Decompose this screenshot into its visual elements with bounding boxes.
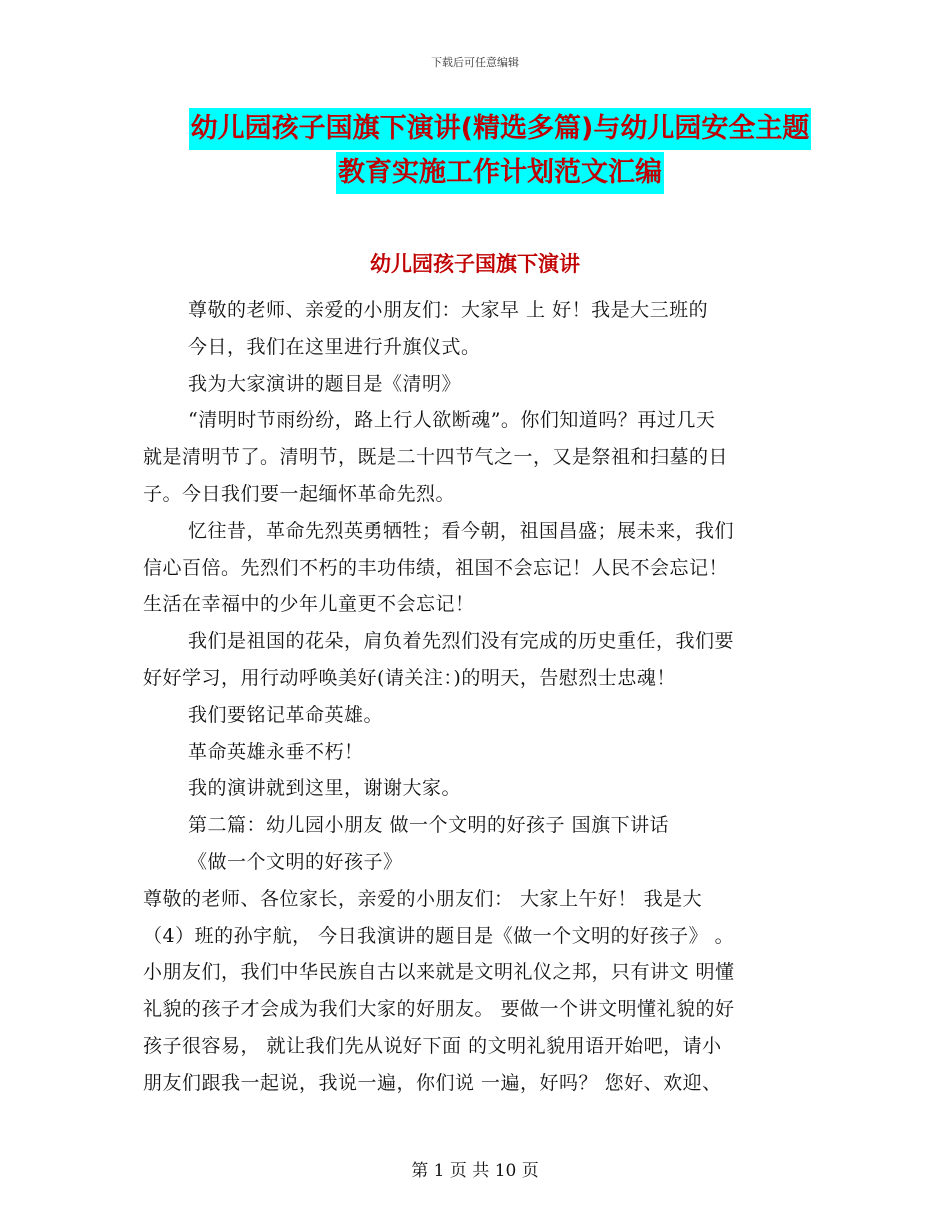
- paragraph-line: 尊敬的老师、亲爱的小朋友们：大家早 上 好！我是大三班的: [188, 299, 709, 321]
- paragraph-line: 第二篇：幼儿园小朋友 做一个文明的好孩子 国旗下讲话: [188, 814, 670, 837]
- paragraph-line: 信心百倍。先烈们不朽的丰功伟绩，祖国不会忘记！人民不会忘记！: [143, 556, 729, 579]
- section-title: 幼儿园孩子国旗下演讲: [370, 252, 580, 276]
- paragraph-line: 今日，我们在这里进行升旗仪式。: [188, 335, 481, 358]
- paragraph-line: 子。今日我们要一起缅怀革命先烈。: [143, 482, 456, 505]
- page-number-footer: 第 1 页 共 10 页: [411, 1161, 539, 1181]
- paragraph-line: 革命英雄永垂不朽！: [188, 740, 364, 763]
- paragraph-line: 《做一个文明的好孩子》: [188, 850, 403, 873]
- paragraph-line: 我为大家演讲的题目是《清明》: [188, 372, 462, 395]
- paragraph-line: 礼貌的孩子才会成为我们大家的好朋友。 要做一个讲文明懂礼貌的好: [143, 998, 735, 1021]
- paragraph-line: 就是清明节了。清明节，既是二十四节气之一，又是祭祖和扫墓的日: [143, 446, 729, 469]
- paragraph-line: 好好学习，用行动呼唤美好(请关注：)的明天，告慰烈士忠魂！: [143, 666, 676, 689]
- paragraph-line: 我们要铭记革命英雄。: [188, 703, 384, 726]
- paragraph-line: 小朋友们，我们中华民族自古以来就是文明礼仪之邦，只有讲文 明懂: [143, 961, 735, 984]
- paragraph-line: 我的演讲就到这里，谢谢大家。: [188, 777, 462, 800]
- paragraph-line: （4）班的孙宇航， 今日我演讲的题目是《做一个文明的好孩子》 。: [143, 924, 735, 947]
- paragraph-line: 孩子很容易， 就让我们先从说好下面 的文明礼貌用语开始吧，请小: [143, 1034, 722, 1057]
- document-title-line-1: 幼儿园孩子国旗下演讲(精选多篇)与幼儿园安全主题: [189, 108, 812, 150]
- document-body: [143, 292, 808, 1102]
- paragraph-line: 朋友们跟我一起说，我说一遍，你们说 一遍，好吗？ 您好、欢迎、: [143, 1071, 722, 1094]
- header-note: 下载后可任意编辑: [431, 56, 519, 69]
- document-title-line-2: 教育实施工作计划范文汇编: [336, 152, 664, 194]
- paragraph-line: 忆往昔，革命先烈英勇牺牲；看今朝，祖国昌盛；展未来，我们: [188, 519, 735, 542]
- paragraph-line: “清明时节雨纷纷，路上行人欲断魂”。你们知道吗？再过几天: [188, 409, 716, 432]
- paragraph-line: 生活在幸福中的少年儿童更不会忘记！: [143, 593, 475, 616]
- paragraph-line: 尊敬的老师、各位家长，亲爱的小朋友们： 大家上午好！ 我是大: [143, 887, 703, 910]
- document-title: [120, 108, 880, 196]
- paragraph-line: 我们是祖国的花朵，肩负着先烈们没有完成的历史重任，我们要: [188, 630, 735, 653]
